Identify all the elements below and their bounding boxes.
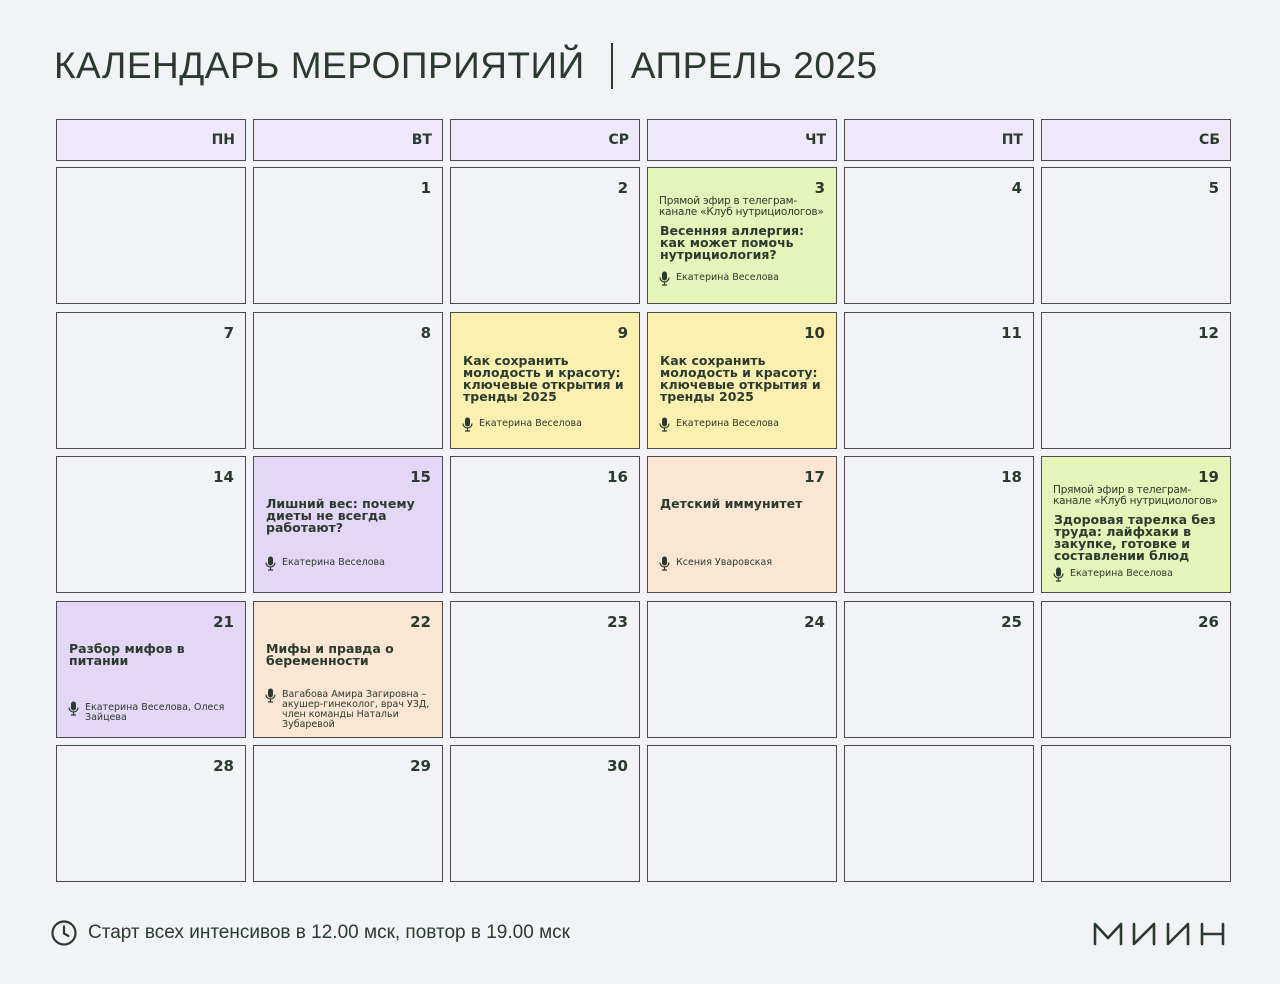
speaker-name: Екатерина Веселова bbox=[282, 557, 385, 568]
microphone-icon bbox=[659, 417, 670, 432]
day-number: 26 bbox=[1198, 612, 1219, 631]
day-cell bbox=[253, 167, 443, 304]
microphone-icon bbox=[659, 271, 670, 286]
weekday-header: СБ bbox=[1041, 119, 1231, 161]
day-cell bbox=[844, 456, 1034, 593]
day-number: 7 bbox=[223, 323, 234, 342]
speaker-name: Екатерина Веселова bbox=[479, 417, 582, 429]
day-cell bbox=[1041, 167, 1231, 304]
day-number: 8 bbox=[420, 323, 431, 342]
day-cell bbox=[844, 745, 1034, 882]
day-number: 29 bbox=[410, 757, 431, 775]
event-speaker bbox=[659, 556, 831, 571]
microphone-icon bbox=[462, 417, 473, 432]
month-label: АПРЕЛЬ 2025 bbox=[630, 45, 878, 86]
day-number: 5 bbox=[1208, 179, 1219, 197]
day-number: 19 bbox=[1198, 468, 1219, 486]
day-number: 10 bbox=[804, 323, 825, 342]
event-day-cell[interactable] bbox=[56, 601, 246, 738]
weekday-header: ЧТ bbox=[647, 119, 837, 161]
event-day-cell[interactable] bbox=[647, 167, 837, 304]
day-number: 24 bbox=[804, 612, 825, 631]
speaker-name: Ксения Уваровская bbox=[676, 557, 773, 568]
day-number: 14 bbox=[213, 468, 234, 486]
event-speaker bbox=[68, 701, 240, 723]
day-cell bbox=[1041, 745, 1231, 882]
event-speaker bbox=[265, 556, 437, 571]
event-channel: Прямой эфир в телеграм-канале «Клуб нутрициологов» bbox=[1053, 484, 1218, 507]
event-speaker bbox=[659, 271, 831, 286]
event-title: Мифы и правда о беременности bbox=[266, 640, 394, 668]
day-number: 12 bbox=[1198, 323, 1219, 342]
microphone-icon bbox=[265, 556, 276, 571]
speaker-name: Екатерина Веселова bbox=[1070, 568, 1173, 579]
day-number: 17 bbox=[804, 468, 825, 486]
day-number: 23 bbox=[607, 612, 628, 631]
day-cell bbox=[253, 312, 443, 449]
day-number: 4 bbox=[1011, 179, 1022, 197]
title-divider bbox=[611, 43, 613, 89]
day-number: 11 bbox=[1001, 323, 1022, 342]
event-title: Разбор мифов в питании bbox=[69, 640, 185, 668]
day-cell bbox=[647, 601, 837, 738]
clock-icon bbox=[50, 919, 78, 947]
event-day-cell[interactable] bbox=[1041, 456, 1231, 593]
event-day-cell[interactable] bbox=[647, 456, 837, 593]
footer bbox=[50, 918, 570, 948]
speaker-name: Екатерина Веселова bbox=[676, 417, 779, 429]
event-title: Как сохранить молодость и красоту: ключевые открытия и тренды 2025 bbox=[660, 352, 821, 404]
day-number: 30 bbox=[607, 757, 628, 775]
event-title: Здоровая тарелка без труда: лайфхаки в закупке, готовке и составлении блюд bbox=[1054, 512, 1216, 563]
day-cell bbox=[450, 601, 640, 738]
event-title: Как сохранить молодость и красоту: ключевые открытия и тренды 2025 bbox=[463, 352, 624, 404]
day-cell bbox=[253, 745, 443, 882]
event-speaker bbox=[265, 688, 437, 730]
weekday-row bbox=[56, 119, 1229, 161]
event-day-cell[interactable] bbox=[253, 456, 443, 593]
day-number: 15 bbox=[410, 468, 431, 486]
day-cell bbox=[844, 167, 1034, 304]
calendar-grid bbox=[56, 167, 1229, 882]
day-cell bbox=[1041, 312, 1231, 449]
day-number: 3 bbox=[814, 179, 825, 197]
weekday-header: ПН bbox=[56, 119, 246, 161]
day-cell bbox=[450, 456, 640, 593]
day-number: 18 bbox=[1001, 468, 1022, 486]
day-number: 2 bbox=[617, 179, 628, 197]
day-number: 21 bbox=[213, 612, 234, 631]
weekday-header: ВТ bbox=[253, 119, 443, 161]
day-cell bbox=[56, 745, 246, 882]
event-title: Лишний вес: почему диеты не всегда работают? bbox=[266, 496, 415, 535]
day-cell bbox=[56, 167, 246, 304]
day-cell bbox=[844, 601, 1034, 738]
day-number: 22 bbox=[410, 612, 431, 631]
header bbox=[54, 40, 878, 92]
microphone-icon bbox=[1053, 567, 1064, 582]
event-day-cell[interactable] bbox=[647, 312, 837, 449]
day-cell bbox=[56, 312, 246, 449]
microphone-icon bbox=[659, 556, 670, 571]
event-speaker bbox=[1053, 567, 1225, 582]
event-day-cell[interactable] bbox=[253, 601, 443, 738]
event-speaker bbox=[462, 417, 634, 432]
microphone-icon bbox=[68, 701, 79, 716]
day-number: 1 bbox=[420, 179, 431, 197]
event-title: Детский иммунитет bbox=[660, 496, 803, 511]
speaker-name: Вагабова Амира Загировна – акушер-гинеколог, врач УЗД, член команды Натальи Зубаревой bbox=[282, 688, 430, 730]
day-number: 16 bbox=[607, 468, 628, 486]
event-title: Весенняя аллергия: как может помочь нутрициология? bbox=[660, 223, 805, 262]
day-cell bbox=[56, 456, 246, 593]
day-number: 28 bbox=[213, 757, 234, 775]
speaker-name: Екатерина Веселова bbox=[676, 272, 779, 283]
day-cell bbox=[450, 167, 640, 304]
day-cell bbox=[647, 745, 837, 882]
speaker-name: Екатерина Веселова, Олеся Зайцева bbox=[85, 701, 225, 723]
event-speaker bbox=[659, 417, 831, 432]
day-cell bbox=[1041, 601, 1231, 738]
event-day-cell[interactable] bbox=[450, 312, 640, 449]
event-channel: Прямой эфир в телеграм-канале «Клуб нутрициологов» bbox=[659, 195, 824, 218]
day-number: 9 bbox=[617, 323, 628, 342]
weekday-header: ПТ bbox=[844, 119, 1034, 161]
day-cell bbox=[844, 312, 1034, 449]
microphone-icon bbox=[265, 688, 276, 703]
day-cell bbox=[450, 745, 640, 882]
weekday-header: СР bbox=[450, 119, 640, 161]
brand-logo bbox=[1092, 919, 1226, 947]
schedule-note: Старт всех интенсивов в 12.00 мск, повтор в 19.00 мск bbox=[88, 922, 570, 943]
page-title: КАЛЕНДАРЬ МЕРОПРИЯТИЙ bbox=[54, 45, 585, 86]
day-number: 25 bbox=[1001, 612, 1022, 631]
